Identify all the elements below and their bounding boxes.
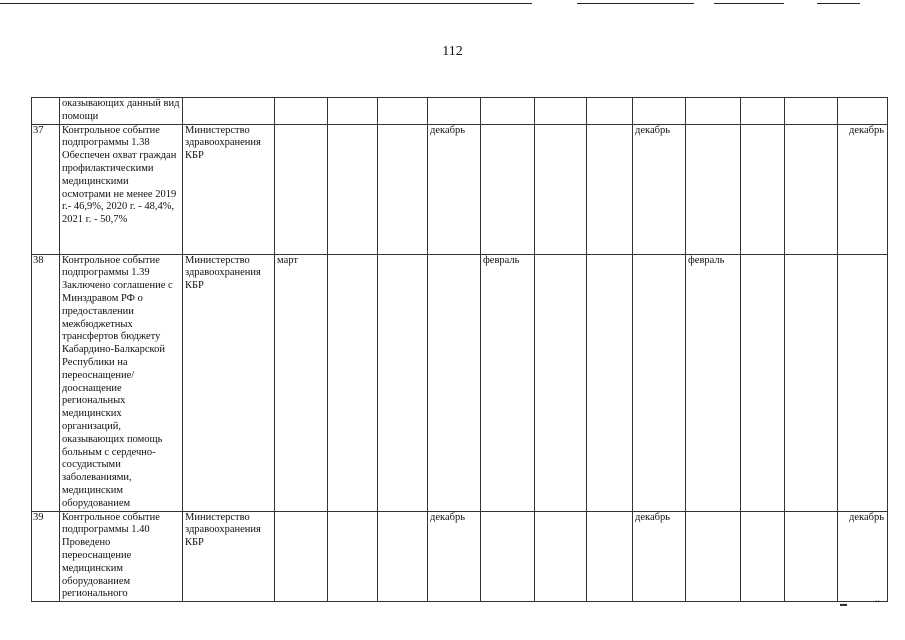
- month-cell: [587, 98, 633, 125]
- month-cell: [633, 254, 686, 511]
- month-cell: март: [275, 254, 328, 511]
- month-cell: [378, 511, 428, 602]
- event-description: оказывающих данный вид помощи: [60, 98, 183, 125]
- month-cell: [785, 124, 838, 254]
- month-cell: [275, 124, 328, 254]
- month-cell: [686, 124, 741, 254]
- month-cell: [328, 511, 378, 602]
- month-cell: [481, 511, 535, 602]
- header-rule-3: [714, 3, 784, 4]
- table-row: [32, 511, 888, 602]
- month-cell: [378, 124, 428, 254]
- table-row: [32, 98, 888, 125]
- month-cell: [785, 511, 838, 602]
- month-cell: декабрь: [838, 511, 888, 602]
- month-cell: [741, 254, 785, 511]
- row-number: 39: [32, 511, 60, 602]
- table-body: [32, 98, 888, 602]
- page-mark: ••: [875, 598, 880, 606]
- month-cell: [428, 98, 481, 125]
- row-number: 37: [32, 124, 60, 254]
- month-cell: [275, 511, 328, 602]
- executor: Министерство здравоохранения КБР: [183, 124, 275, 254]
- month-cell: декабрь: [838, 124, 888, 254]
- month-cell: [686, 98, 741, 125]
- month-cell: [633, 98, 686, 125]
- row-number: [32, 98, 60, 125]
- header-rule-4: [817, 3, 860, 4]
- month-cell: [587, 511, 633, 602]
- month-cell: [328, 124, 378, 254]
- month-cell: [328, 98, 378, 125]
- month-cell: февраль: [481, 254, 535, 511]
- table-row: [32, 124, 888, 254]
- header-rule-1: [0, 3, 532, 4]
- month-cell: [741, 98, 785, 125]
- month-cell: [481, 124, 535, 254]
- month-cell: декабрь: [633, 511, 686, 602]
- month-cell: декабрь: [633, 124, 686, 254]
- page-number: 112: [442, 44, 463, 59]
- row-number: 38: [32, 254, 60, 511]
- event-description: Контрольное событие подпрограммы 1.39 Заключено соглашение с Минздравом РФ о предоставлении межбюджетных трансфертов бюджету Кабардино-Балкарской Республики на переоснащение/дооснащение региональных медицинских организаций, оказывающих помощь больным с сердечно-сосудистыми заболеваниями, медицинским оборудованием: [60, 254, 183, 511]
- month-cell: декабрь: [428, 124, 481, 254]
- month-cell: [481, 98, 535, 125]
- month-cell: [686, 511, 741, 602]
- executor: Министерство здравоохранения КБР: [183, 254, 275, 511]
- month-cell: [275, 98, 328, 125]
- month-cell: [838, 98, 888, 125]
- month-cell: [785, 254, 838, 511]
- month-cell: [378, 254, 428, 511]
- month-cell: [535, 511, 587, 602]
- month-cell: [535, 98, 587, 125]
- month-cell: [328, 254, 378, 511]
- month-cell: [535, 254, 587, 511]
- month-cell: [587, 124, 633, 254]
- month-cell: [741, 511, 785, 602]
- event-description: Контрольное событие подпрограммы 1.38 Обеспечен охват граждан профилактическими медицинскими осмотрами не менее 2019 г.- 46,9%, 2020 г. - 48,4%, 2021 г. - 50,7%: [60, 124, 183, 254]
- month-cell: [785, 98, 838, 125]
- executor: Министерство здравоохранения КБР: [183, 511, 275, 602]
- event-description: Контрольное событие подпрограммы 1.40 Проведено переоснащение медицинским оборудованием регионального: [60, 511, 183, 602]
- executor: [183, 98, 275, 125]
- month-cell: [741, 124, 785, 254]
- header-rule-2: [577, 3, 694, 4]
- month-cell: декабрь: [428, 511, 481, 602]
- page-mark: ▬: [840, 600, 847, 608]
- schedule-table: [31, 97, 888, 602]
- month-cell: [838, 254, 888, 511]
- month-cell: февраль: [686, 254, 741, 511]
- month-cell: [535, 124, 587, 254]
- month-cell: [378, 98, 428, 125]
- month-cell: [587, 254, 633, 511]
- month-cell: [428, 254, 481, 511]
- table-row: [32, 254, 888, 511]
